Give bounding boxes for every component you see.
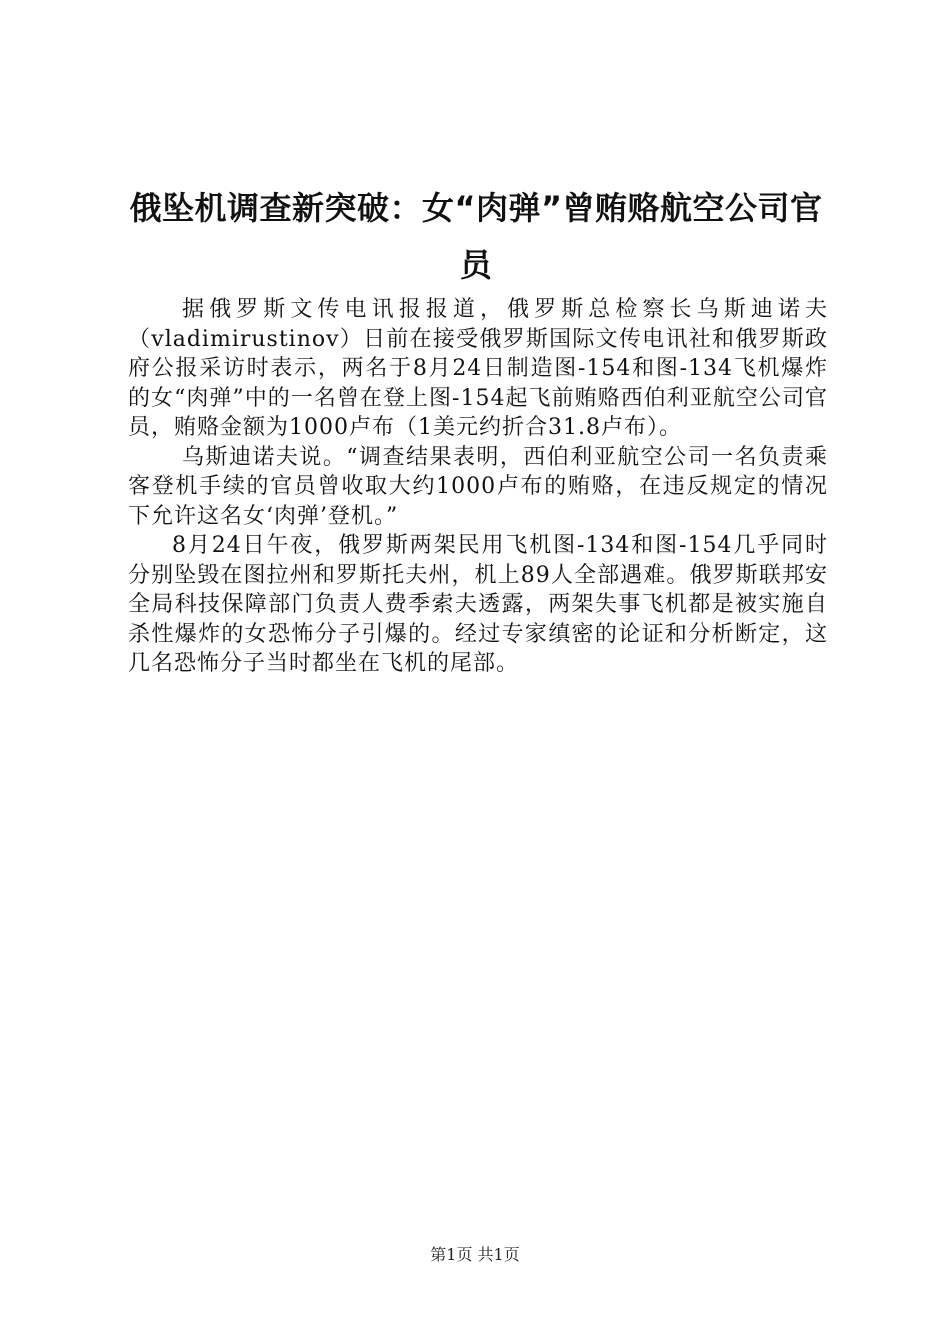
page-number-label: 第1页 共1页 <box>430 1245 520 1264</box>
body-paragraph-2: 乌斯迪诺夫说。“调查结果表明，西伯利亚航空公司一名负责乘客登机手续的官员曾收取大约1000卢布的贿赂，在违反规定的情况下允许这名女‘肉弹’登机。” <box>128 444 828 529</box>
body-paragraph-1: 据俄罗斯文传电讯报报道，俄罗斯总检察长乌斯迪诺夫（vladimirustinov）日前在接受俄罗斯国际文传电讯社和俄罗斯政府公报采访时表示，两名于8月24日制造图-154和图-134飞机爆炸的女“肉弹”中的一名曾在登上图-154起飞前贿赂西伯利亚航空公司官员，贿赂金额为1000卢布（1美元约折合31.8卢布）。 <box>128 297 828 440</box>
title-block <box>118 180 834 294</box>
page-footer <box>0 1243 950 1267</box>
document-body <box>128 295 828 679</box>
document-title: 俄坠机调查新突破：女“肉弹”曾贿赂航空公司官员 <box>129 189 823 284</box>
body-paragraph-3: 8月24日午夜，俄罗斯两架民用飞机图-134和图-154几乎同时分别坠毁在图拉州和罗斯托夫州，机上89人全部遇难。俄罗斯联邦安全局科技保障部门负责人费季索夫透露，两架失事飞机都是被实施自杀性爆炸的女恐怖分子引爆的。经过专家缜密的论证和分析断定，这几名恐怖分子当时都坐在飞机的尾部。 <box>128 533 828 676</box>
